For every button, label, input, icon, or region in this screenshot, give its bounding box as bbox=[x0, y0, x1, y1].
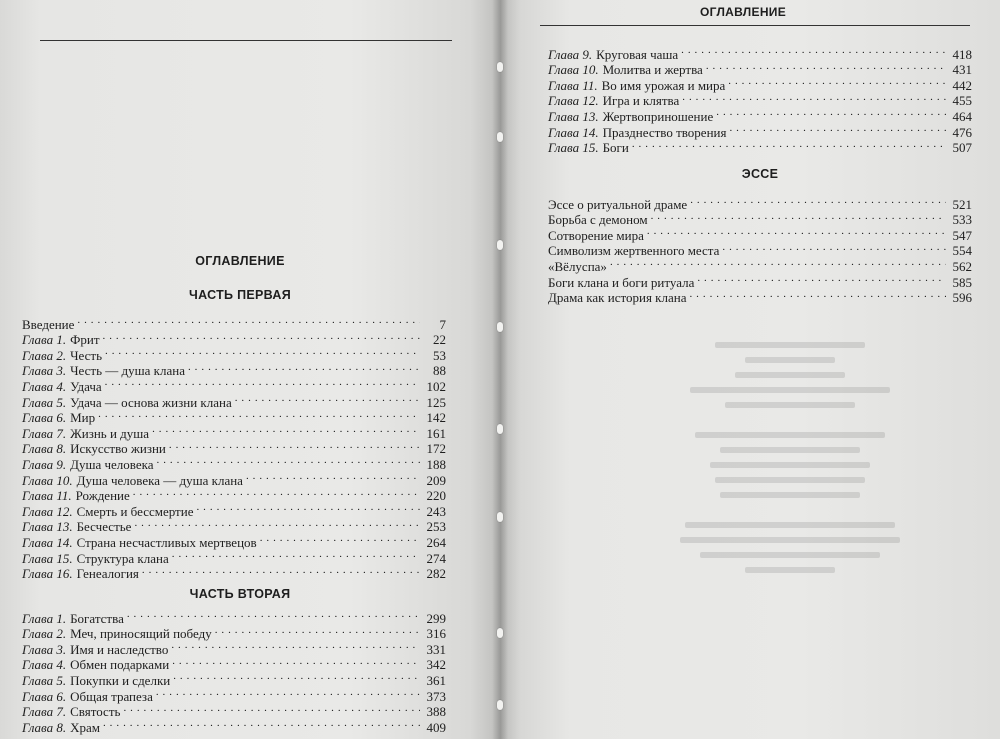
dot-leader bbox=[722, 240, 946, 256]
dot-leader bbox=[171, 638, 420, 654]
chapter-title: «Вёлуспа» bbox=[548, 258, 607, 274]
binding-stitch bbox=[497, 62, 503, 72]
dot-leader bbox=[134, 516, 420, 532]
toc-entry bbox=[22, 313, 446, 332]
toc-entry bbox=[22, 607, 446, 626]
dot-leader bbox=[188, 360, 420, 376]
top-rule-left bbox=[40, 40, 452, 41]
chapter-label: Глава 12. bbox=[548, 93, 599, 109]
page-number: 342 bbox=[426, 657, 446, 673]
page-number: 299 bbox=[426, 610, 446, 626]
page-number: 88 bbox=[433, 363, 446, 379]
chapter-label: Глава 14. bbox=[22, 534, 73, 550]
part-one-toc-list bbox=[22, 313, 446, 582]
dot-leader bbox=[729, 121, 946, 137]
page-number: 373 bbox=[426, 688, 446, 704]
page-number: 188 bbox=[426, 456, 446, 472]
dot-leader bbox=[172, 654, 420, 670]
dot-leader bbox=[260, 531, 420, 547]
page-number: 331 bbox=[426, 641, 446, 657]
dot-leader bbox=[173, 669, 420, 685]
chapter-label: Глава 12. bbox=[22, 503, 73, 519]
dot-leader bbox=[651, 209, 946, 225]
page-number: 209 bbox=[426, 472, 446, 488]
dot-leader bbox=[690, 193, 946, 209]
chapter-title: Борьба с демоном bbox=[548, 212, 648, 228]
dot-leader bbox=[77, 313, 420, 329]
chapter-title: Меч, приносящий победу bbox=[70, 626, 212, 642]
chapter-title: Удача — основа жизни клана bbox=[70, 394, 232, 410]
chapter-title: Символизм жертвенного места bbox=[548, 243, 720, 259]
dot-leader bbox=[133, 485, 420, 501]
dot-leader bbox=[157, 453, 420, 469]
chapter-label: Глава 3. bbox=[22, 641, 67, 657]
bleed-through-text bbox=[620, 338, 960, 578]
chapter-title: Удача bbox=[70, 378, 102, 394]
page-number: 125 bbox=[426, 394, 446, 410]
page-number: 455 bbox=[952, 93, 972, 109]
chapter-title: Страна несчастливых мертвецов bbox=[76, 534, 257, 550]
page-number: 388 bbox=[426, 704, 446, 720]
chapter-label: Глава 1. bbox=[22, 610, 67, 626]
page-number: 316 bbox=[426, 626, 446, 642]
page-number: 521 bbox=[952, 196, 972, 212]
chapter-label: Глава 9. bbox=[22, 456, 67, 472]
chapter-label: Глава 11. bbox=[548, 77, 598, 93]
page-number: 585 bbox=[952, 274, 972, 290]
chapter-label: Глава 8. bbox=[22, 441, 67, 457]
page-number: 7 bbox=[439, 316, 446, 332]
chapter-title: Честь — душа клана bbox=[70, 363, 185, 379]
chapter-title: Бесчестье bbox=[76, 519, 132, 535]
chapter-title: Структура клана bbox=[76, 550, 169, 566]
page-number: 172 bbox=[426, 441, 446, 457]
page-number: 431 bbox=[952, 62, 972, 78]
chapter-title: Святость bbox=[70, 704, 121, 720]
chapter-label: Глава 13. bbox=[22, 519, 73, 535]
page-number: 220 bbox=[426, 488, 446, 504]
toc-entry bbox=[548, 271, 972, 290]
chapter-label: Глава 9. bbox=[548, 46, 593, 62]
dot-leader bbox=[152, 422, 420, 438]
continued-toc-list bbox=[548, 43, 972, 156]
page-number: 562 bbox=[952, 258, 972, 274]
dot-leader bbox=[697, 271, 946, 287]
page-number: 142 bbox=[426, 410, 446, 426]
chapter-title: Молитва и жертва bbox=[602, 62, 703, 78]
top-rule-right bbox=[540, 25, 970, 26]
page-number: 596 bbox=[952, 290, 972, 306]
binding-stitch bbox=[497, 132, 503, 142]
chapter-label: Глава 5. bbox=[22, 672, 67, 688]
chapter-label: Глава 15. bbox=[22, 550, 73, 566]
chapter-title: Искусство жизни bbox=[70, 441, 166, 457]
dot-leader bbox=[610, 255, 946, 271]
chapter-title: Эссе о ритуальной драме bbox=[548, 196, 688, 212]
chapter-title: Мир bbox=[70, 410, 96, 426]
chapter-label: Глава 16. bbox=[22, 566, 73, 582]
page-number: 274 bbox=[426, 550, 446, 566]
chapter-title: Круговая чаша bbox=[596, 46, 679, 62]
dot-leader bbox=[196, 500, 420, 516]
chapter-title: Введение bbox=[22, 316, 75, 332]
binding-stitch bbox=[497, 512, 503, 522]
chapter-label: Глава 14. bbox=[548, 124, 599, 140]
dot-leader bbox=[215, 623, 420, 639]
chapter-title: Драма как история клана bbox=[548, 290, 687, 306]
chapter-label: Глава 15. bbox=[548, 140, 599, 156]
page-number: 22 bbox=[433, 332, 446, 348]
chapter-label: Глава 8. bbox=[22, 719, 67, 735]
toc-entry bbox=[548, 255, 972, 274]
chapter-title: Жертвоприношение bbox=[602, 108, 714, 124]
dot-leader bbox=[103, 716, 420, 732]
chapter-title: Генеалогия bbox=[76, 566, 139, 582]
page-number: 53 bbox=[433, 347, 446, 363]
page-number: 409 bbox=[426, 719, 446, 735]
part-two-toc-list bbox=[22, 607, 446, 735]
part-two-heading: ЧАСТЬ ВТОРАЯ bbox=[189, 587, 291, 601]
page-number: 533 bbox=[952, 212, 972, 228]
chapter-title: Обмен подарками bbox=[70, 657, 170, 673]
chapter-title: Смерть и бессмертие bbox=[76, 503, 194, 519]
toc-heading: ОГЛАВЛЕНИЕ bbox=[195, 254, 285, 268]
chapter-title: Празднество творения bbox=[602, 124, 727, 140]
page-number: 476 bbox=[952, 124, 972, 140]
chapter-label: Глава 7. bbox=[22, 704, 67, 720]
page-number: 253 bbox=[426, 519, 446, 535]
dot-leader bbox=[235, 391, 420, 407]
page-number: 243 bbox=[426, 503, 446, 519]
binding-stitch bbox=[497, 322, 503, 332]
dot-leader bbox=[123, 701, 420, 717]
dot-leader bbox=[246, 469, 420, 485]
dot-leader bbox=[716, 105, 946, 121]
page-number: 282 bbox=[426, 566, 446, 582]
page-number: 507 bbox=[952, 140, 972, 156]
dot-leader bbox=[682, 90, 946, 106]
dot-leader bbox=[632, 137, 946, 153]
part-one-heading: ЧАСТЬ ПЕРВАЯ bbox=[189, 288, 291, 302]
chapter-title: Жизнь и душа bbox=[70, 425, 150, 441]
toc-entry bbox=[548, 193, 972, 212]
page-number: 264 bbox=[426, 534, 446, 550]
dot-leader bbox=[156, 685, 420, 701]
chapter-title: Игра и клятва bbox=[602, 93, 680, 109]
dot-leader bbox=[706, 59, 946, 75]
chapter-title: Имя и наследство bbox=[70, 641, 169, 657]
page-number: 102 bbox=[426, 378, 446, 394]
chapter-title: Покупки и сделки bbox=[70, 672, 171, 688]
dot-leader bbox=[105, 375, 420, 391]
chapter-title: Общая трапеза bbox=[70, 688, 153, 704]
dot-leader bbox=[103, 329, 420, 345]
binding-stitch bbox=[497, 240, 503, 250]
page-number: 547 bbox=[952, 227, 972, 243]
page-number: 442 bbox=[952, 77, 972, 93]
toc-entry bbox=[22, 329, 446, 348]
essays-toc-list bbox=[548, 193, 972, 306]
page-number: 554 bbox=[952, 243, 972, 259]
chapter-label: Глава 5. bbox=[22, 394, 67, 410]
binding-stitch bbox=[497, 628, 503, 638]
dot-leader bbox=[172, 547, 420, 563]
chapter-label: Глава 6. bbox=[22, 410, 67, 426]
dot-leader bbox=[169, 438, 420, 454]
binding-stitch bbox=[497, 700, 503, 710]
chapter-title: Честь bbox=[70, 347, 103, 363]
chapter-label: Глава 10. bbox=[22, 472, 73, 488]
chapter-title: Душа человека bbox=[70, 456, 154, 472]
chapter-label: Глава 11. bbox=[22, 488, 72, 504]
chapter-label: Глава 13. bbox=[548, 108, 599, 124]
chapter-title: Фрит bbox=[70, 332, 100, 348]
chapter-title: Боги bbox=[602, 140, 629, 156]
chapter-label: Глава 1. bbox=[22, 332, 67, 348]
toc-entry bbox=[548, 43, 972, 62]
chapter-label: Глава 7. bbox=[22, 425, 67, 441]
chapter-title: Сотворение мира bbox=[548, 227, 644, 243]
chapter-title: Храм bbox=[70, 719, 100, 735]
page-number: 361 bbox=[426, 672, 446, 688]
essays-heading: ЭССЕ bbox=[741, 167, 779, 181]
chapter-label: Глава 6. bbox=[22, 688, 67, 704]
dot-leader bbox=[681, 43, 946, 59]
chapter-title: Во имя урожая и мира bbox=[601, 77, 726, 93]
page-number: 418 bbox=[952, 46, 972, 62]
chapter-label: Глава 4. bbox=[22, 657, 67, 673]
chapter-label: Глава 2. bbox=[22, 626, 67, 642]
chapter-label: Глава 3. bbox=[22, 363, 67, 379]
chapter-label: Глава 10. bbox=[548, 62, 599, 78]
chapter-title: Богатства bbox=[70, 610, 124, 626]
page-number: 464 bbox=[952, 108, 972, 124]
chapter-title: Душа человека — душа клана bbox=[76, 472, 243, 488]
dot-leader bbox=[689, 287, 946, 303]
chapter-title: Боги клана и боги ритуала bbox=[548, 274, 695, 290]
dot-leader bbox=[142, 563, 420, 579]
chapter-title: Рождение bbox=[75, 488, 130, 504]
page-number: 161 bbox=[426, 425, 446, 441]
chapter-label: Глава 2. bbox=[22, 347, 67, 363]
dot-leader bbox=[127, 607, 420, 623]
running-head: ОГЛАВЛЕНИЕ bbox=[700, 5, 787, 19]
dot-leader bbox=[647, 224, 946, 240]
dot-leader bbox=[728, 74, 946, 90]
chapter-label: Глава 4. bbox=[22, 378, 67, 394]
dot-leader bbox=[105, 344, 420, 360]
binding-stitch bbox=[497, 424, 503, 434]
dot-leader bbox=[98, 407, 420, 423]
